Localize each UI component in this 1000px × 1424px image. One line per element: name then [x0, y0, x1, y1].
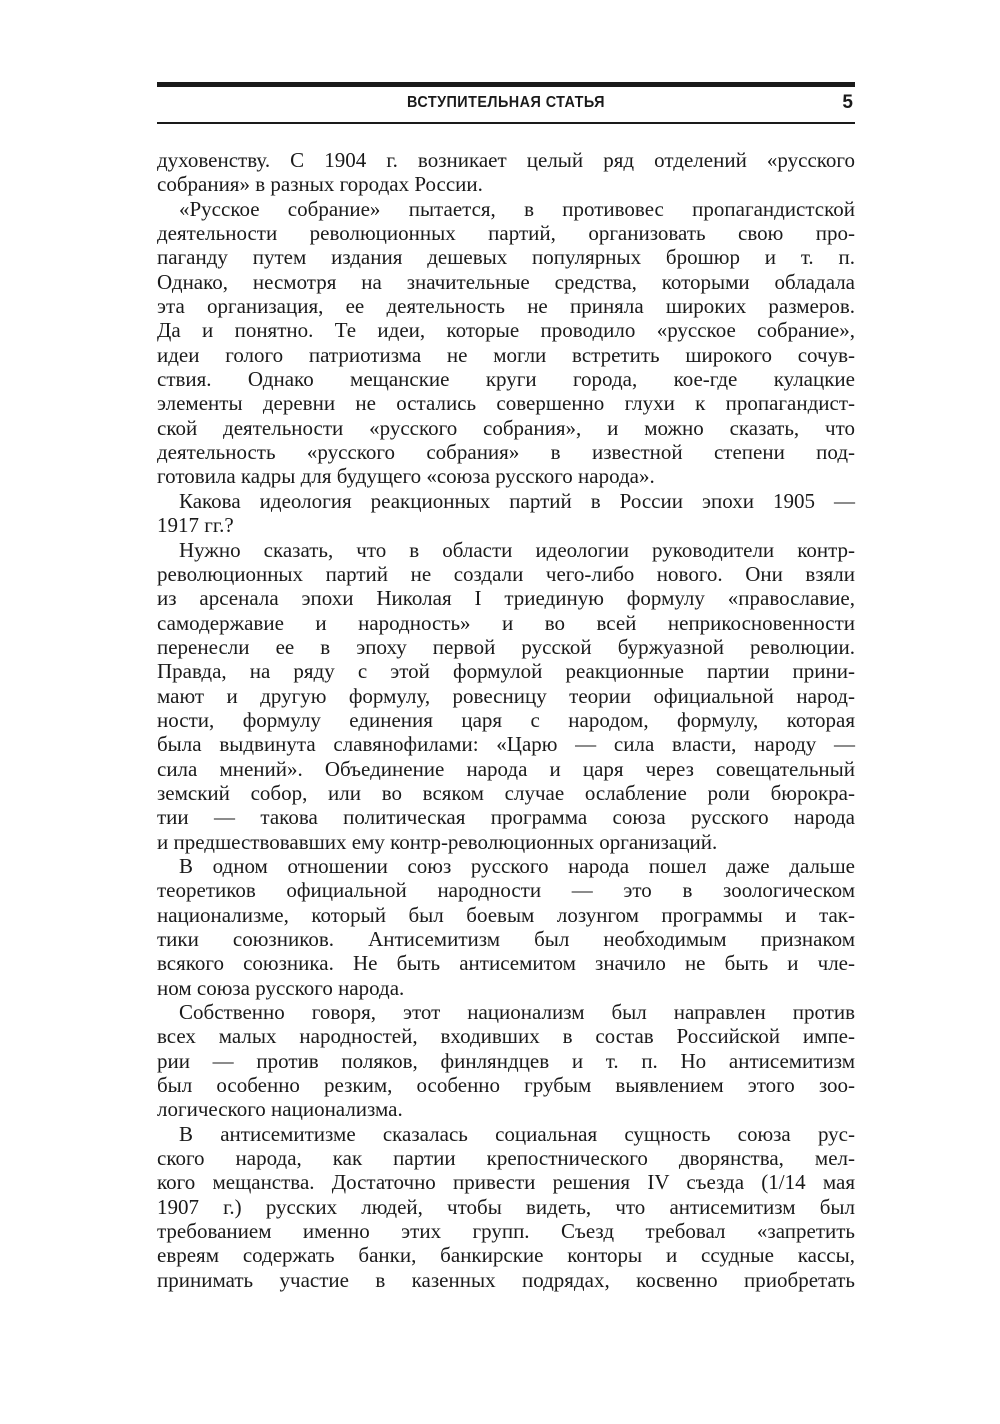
text-line: 1917 гг.? [157, 513, 234, 538]
text-line: евреям содержать банки, банкирские конторы и ссудные кассы, [157, 1243, 855, 1268]
text-line: всех малых народностей, входивших в состав Российской импе- [157, 1024, 855, 1049]
text-line: мают и другую формулу, ровесницу теории официальной народ- [157, 683, 855, 708]
text-line: национализме, который был боевым лозунгом программы и так- [157, 902, 855, 927]
text-line: Да и понятно. Те идеи, которые проводило «русское собрание», [157, 318, 855, 343]
text-line: паганду путем издания дешевых популярных брошюр и т. п. [157, 245, 855, 270]
text-line: Правда, на ряду с этой формулой реакционные партии прини- [157, 659, 855, 684]
text-line: логического национализма. [157, 1097, 403, 1122]
text-line: ствия. Однако мещанские круги города, кое-где кулацкие [157, 367, 855, 392]
text-line: ности, формулу единения царя с народом, формулу, которая [157, 707, 855, 732]
text-line: рии — против поляков, финляндцев и т. п. Но антисемитизм [157, 1048, 855, 1073]
text-line: тии — такова политическая программа союза русского народа [157, 805, 855, 830]
header-bottom-rule [157, 122, 855, 124]
text-line: Какова идеология реакционных партий в России эпохи 1905 — [179, 488, 855, 513]
text-line: ского народа, как партии крепостнического дворянства, мел- [157, 1146, 855, 1171]
text-line: перенесли ее в эпоху первой русской буржуазной революции. [157, 634, 855, 659]
text-line: готовила кадры для будущего «союза русского народа». [157, 464, 655, 489]
text-line: «Русское собрание» пытается, в противовес пропагандистской [179, 196, 855, 221]
text-line: требованием именно этих групп. Съезд требовал «запретить [157, 1219, 855, 1244]
text-line: кого мещанства. Достаточно привести решения IV съезда (1/14 мая [157, 1170, 855, 1195]
header-title: ВСТУПИТЕЛЬНАЯ СТАТЬЯ [407, 94, 605, 111]
text-line: земский собор, или во всяком случае ослабление роли бюрокра- [157, 780, 855, 805]
text-line: была выдвинута славянофилами: «Царю — сила власти, народу — [157, 732, 855, 757]
text-line: деятельности революционных партий, организовать свою про- [157, 221, 855, 246]
text-line: самодержавие и народность» и во всей неприкосновенности [157, 610, 855, 635]
running-header [157, 94, 855, 116]
text-line: идеи голого патриотизма не могли встретить широкого сочув- [157, 342, 855, 367]
text-line: духовенству. С 1904 г. возникает целый ряд отделений «русского [157, 148, 855, 172]
text-line: Собственно говоря, этот национализм был направлен против [179, 1000, 855, 1025]
text-line: тики союзников. Антисемитизм был необходимым признаком [157, 927, 855, 951]
text-line: ном союза русского народа. [157, 975, 405, 1000]
text-line: В одном отношении союз русского народа пошел даже дальше [179, 853, 855, 878]
text-line: был особенно резким, особенно грубым выявлением этого зоо- [157, 1073, 855, 1098]
article-body [157, 148, 855, 1292]
text-line: и предшествовавших ему контр-революционных организаций. [157, 829, 718, 854]
text-line: сила мнений». Объединение народа и царя через совещательный [157, 756, 855, 781]
text-line: 1907 г.) русских людей, чтобы видеть, что антисемитизм был [157, 1194, 855, 1219]
text-line: элементы деревни не остались совершенно глухи к пропагандист- [157, 391, 855, 416]
text-line: Однако, несмотря на значительные средства, которыми обладала [157, 269, 855, 294]
page-number: 5 [842, 92, 853, 113]
text-line: деятельность «русского собрания» в известной степени под- [157, 440, 855, 465]
text-line: революционных партий не создали чего-либо нового. Они взяли [157, 561, 855, 586]
text-line: собрания» в разных городах России. [157, 172, 483, 197]
header-top-rule [157, 82, 855, 87]
text-line: из арсенала эпохи Николая I триединую формулу «православие, [157, 586, 855, 611]
text-line: ской деятельности «русского собрания», и можно сказать, что [157, 415, 855, 440]
text-line: всякого союзника. Не быть антисемитом значило не быть и чле- [157, 951, 855, 976]
text-line: В антисемитизме сказалась социальная сущность союза рус- [179, 1121, 855, 1146]
text-line: эта организация, ее деятельность не приняла широких размеров. [157, 294, 855, 319]
text-line: принимать участие в казенных подрядах, косвенно приобретать [157, 1267, 855, 1292]
text-line: Нужно сказать, что в области идеологии руководители контр- [179, 537, 855, 562]
text-line: теоретиков официальной народности — это в зоологическом [157, 878, 855, 903]
